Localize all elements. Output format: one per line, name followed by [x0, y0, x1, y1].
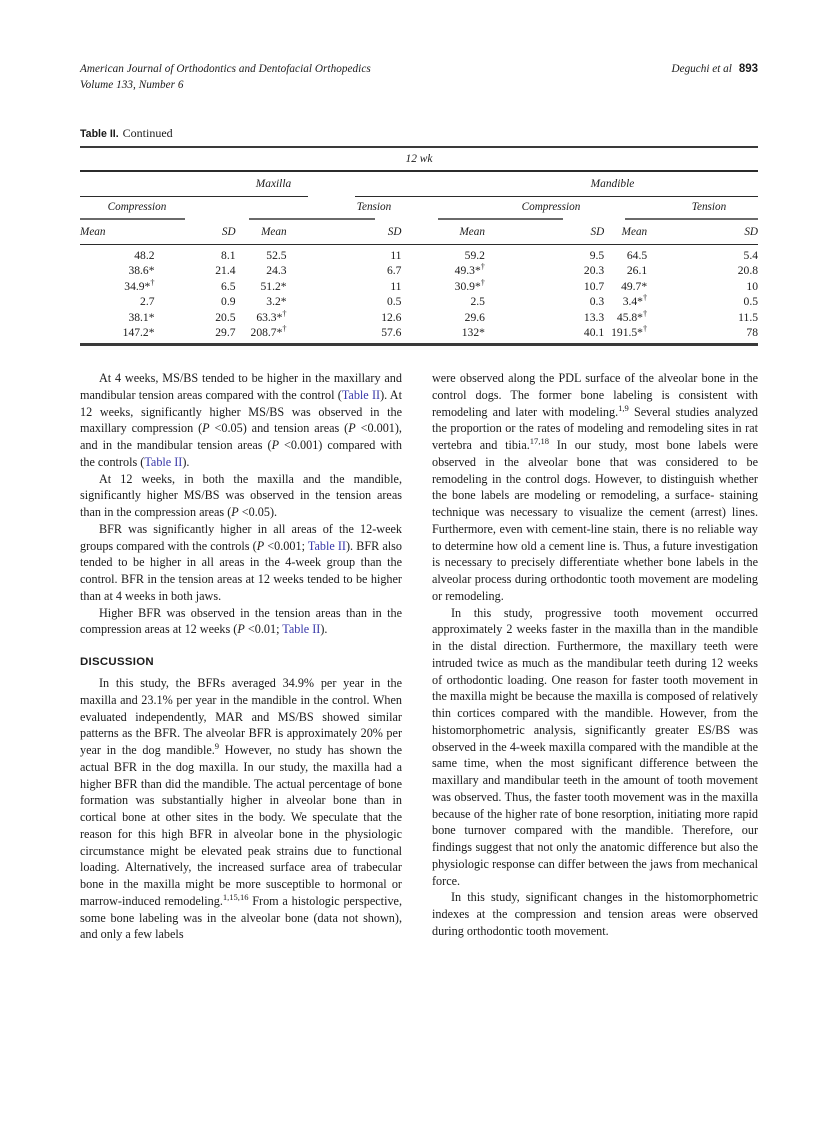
table-cell-maxilla-tension-mean: 208.7*†: [250, 324, 287, 339]
table-cell-mandible-compression-mean: 132*: [461, 325, 485, 339]
p4-seg-b: <0.01;: [244, 622, 283, 637]
table-cell-mandible-tension-mean: 45.8*†: [616, 308, 648, 324]
table-row: [80, 263, 758, 278]
table-caption: [80, 126, 758, 141]
p1-seg-b: ). At 12 weeks, significantly higher MS/BS was observed in the maxillary compression (: [80, 387, 402, 436]
table-cell-mandible-tension-mean: 49.7*: [621, 279, 648, 293]
dagger-marker: †: [642, 324, 648, 334]
table-cell-mandible-compression-sd: 40.1: [583, 325, 605, 339]
p2-seg-b: <0.05).: [238, 505, 278, 519]
table-continued-text: Continued: [122, 126, 173, 140]
p5-seg-a: In this study, the BFRs averaged 34.9% per year in the maxilla and 23.1% per year in the mandible in the control. When evaluated independently, MAR and MS/BS showed similar patterns as the BFR. The alveolar BFR is approximately 20% per year in the dog mandible.: [80, 676, 402, 757]
table-cell-mandible-compression-mean: 59.2: [464, 248, 485, 262]
p1-seg-e: <0.001) compared with the controls (: [80, 438, 403, 469]
site-group-maxilla-compression: Compression: [107, 200, 167, 213]
site-group-header-row: [80, 197, 758, 215]
paragraph-8: In this study, significant changes in the histomorphometric indexes at the compression and tension areas were observed during orthodontic tooth movement.: [432, 890, 758, 938]
jaw-group-header-row: [80, 172, 758, 192]
table-cell-maxilla-tension-mean: 51.2*: [260, 279, 287, 293]
table-cell-maxilla-tension-sd: 0.5: [386, 295, 402, 309]
table-cell-mandible-compression-mean: 49.3*†: [454, 262, 485, 278]
running-head-author-block: [672, 62, 758, 78]
p5-seg-c: From a histologic perspective, some bone labeling was in the alveolar bone (data not shown), and only a few labels: [80, 893, 402, 942]
table-cell-maxilla-compression-sd: 8.1: [221, 248, 236, 262]
paragraph-3: [80, 521, 402, 605]
table-label: Table II.: [80, 128, 119, 140]
dagger-marker: †: [642, 308, 648, 318]
paragraph-6: [432, 370, 758, 605]
table-ii-link-4[interactable]: Table II: [282, 622, 321, 637]
p1-italic-P-3: P: [271, 438, 280, 452]
table-row: [80, 310, 758, 325]
table-cell-maxilla-tension-mean: 3.2*: [266, 295, 287, 309]
table-cell-maxilla-compression-mean: 34.9*†: [124, 277, 155, 293]
table-cell-mandible-compression-sd: 0.3: [589, 295, 605, 309]
table-cell-gap: [401, 310, 440, 325]
p1-seg-c: <0.05) and tension areas (: [209, 421, 349, 436]
p6-seg-c: In our study, most bone labels were observed in the alveolar bone that was considered to be remodeling in the control dogs. However, to distinguish whether the bone labels are modeling or remodeling, a surface- staining technique was necessary to visualize the cement (arrest) lines. Furthermore, even with cement-line stain, there is no reliable way to determine how old a cement line is. Thus, a future investigation is necessary to precisely differentiate whether bone labels in the alveolar process during orthodontic tooth movement are modeling or remodeling.: [432, 438, 758, 603]
dagger-marker: †: [642, 293, 648, 303]
p4-seg-a: Higher BFR was observed in the tension areas than in the compression areas at 12 weeks (: [80, 605, 402, 637]
table-cell-gap: [401, 294, 440, 309]
table-cell-mandible-compression-sd: 20.3: [583, 264, 605, 278]
table-bottom-rule: [80, 343, 758, 345]
table-cell-mandible-tension-mean: 26.1: [626, 264, 648, 278]
col-header-sd-3: SD: [590, 225, 605, 238]
col-header-mean-4: Mean: [621, 225, 648, 238]
p3-seg-a: BFR was significantly higher in all areas of the 12-week groups compared with the controls (: [80, 521, 402, 553]
table-cell-mandible-compression-mean: 2.5: [470, 295, 485, 309]
table-cell-mandible-tension-mean: 3.4*†: [622, 293, 648, 309]
table-cell-maxilla-tension-mean: 24.3: [266, 264, 287, 278]
p1-seg-a: At 4 weeks, MS/BS tended to be higher in the maxillary and mandibular tension areas compared with the control (: [80, 371, 402, 402]
table-cell-maxilla-tension-sd: 11: [390, 279, 402, 293]
table-cell-maxilla-tension-mean: 63.3*†: [256, 308, 287, 324]
table-cell-mandible-compression-mean: 30.9*†: [454, 277, 485, 293]
table-ii-link-3[interactable]: Table II: [307, 538, 346, 553]
table-cell-maxilla-tension-sd: 6.7: [386, 264, 402, 278]
spacer-b: [440, 201, 482, 215]
p4-italic-P: P: [237, 622, 245, 637]
dagger-marker: †: [480, 277, 485, 287]
table-body: [80, 245, 758, 343]
table-cell-maxilla-compression-sd: 20.5: [215, 310, 236, 324]
left-text-column: [80, 370, 402, 943]
paragraph-5: [80, 675, 402, 943]
dagger-marker: †: [150, 277, 155, 287]
p4-seg-c: ).: [320, 622, 328, 637]
volume-issue: Volume 133, Number 6: [80, 78, 184, 91]
col-header-mean-2: Mean: [261, 225, 287, 238]
col-header-mean-3: Mean: [459, 225, 485, 238]
timepoint-header: 12 wk: [405, 153, 433, 166]
table-cell-gap: [401, 325, 440, 340]
body-columns: [80, 370, 758, 1070]
p1-italic-P-2: P: [348, 421, 356, 436]
table-cell-mandible-compression-sd: 13.3: [583, 310, 605, 324]
table-cell-gap: [401, 263, 440, 278]
p1-seg-d: <0.001), and in the mandibular tension areas (: [80, 421, 402, 452]
col-header-mean-1: Mean: [80, 225, 106, 238]
author-citation: Deguchi et al: [671, 63, 732, 75]
table-cell-mandible-tension-sd: 11.5: [738, 310, 759, 324]
reference-marker-1-9[interactable]: 1,9: [618, 402, 629, 413]
table-cell-maxilla-compression-mean: 38.6*: [128, 264, 155, 278]
table-ii-link-2[interactable]: Table II: [144, 454, 183, 469]
table-cell-mandible-tension-sd: 10: [746, 279, 759, 293]
spacer-c: [620, 201, 660, 215]
table-row: [80, 325, 758, 340]
col-header-sd-2: SD: [387, 225, 402, 238]
jaw-group-maxilla: Maxilla: [255, 177, 292, 190]
paragraph-4: [80, 605, 402, 639]
table-cell-mandible-tension-sd: 5.4: [743, 248, 759, 262]
dagger-marker: †: [282, 324, 287, 334]
table-cell-mandible-tension-sd: 78: [746, 325, 759, 339]
table-cell-mandible-tension-mean: 191.5*†: [611, 324, 648, 339]
table-cell-gap: [401, 279, 440, 294]
dagger-marker: †: [282, 308, 287, 318]
paragraph-2: [80, 471, 402, 521]
p1-italic-P-1: P: [202, 421, 210, 436]
table-block: [80, 126, 758, 346]
table-cell-mandible-tension-mean: 64.5: [626, 248, 648, 262]
table-cell-maxilla-compression-mean: 147.2*: [122, 325, 155, 339]
running-head: [80, 62, 758, 98]
jaw-group-mandible: Mandible: [590, 177, 635, 190]
p2-seg-a: At 12 weeks, in both the maxilla and the mandible, significantly higher MS/BS was observed in the tension areas than in the compression areas (: [80, 471, 402, 519]
table-cell-mandible-tension-sd: 0.5: [743, 295, 759, 309]
section-heading-discussion: DISCUSSION: [80, 656, 154, 668]
p1-seg-f: ).: [182, 454, 190, 469]
running-head-journal-block: [80, 62, 371, 93]
table-cell-maxilla-tension-sd: 12.6: [381, 310, 402, 324]
table-cell-maxilla-compression-sd: 29.7: [215, 325, 236, 339]
table-cell-maxilla-compression-mean: 2.7: [140, 295, 155, 309]
table-cell-mandible-compression-mean: 29.6: [464, 310, 485, 324]
p3-italic-P: P: [256, 538, 265, 553]
p3-seg-c: ). BFR also tended to be higher in all areas in the 4-week group than the control. BFR in the tension areas at 12 weeks tended to be higher than at 4 weeks in both jaws.: [80, 538, 403, 603]
table-cell-maxilla-tension-sd: 11: [390, 248, 402, 262]
table-cell-maxilla-compression-sd: 21.4: [215, 264, 236, 278]
table-cell-maxilla-compression-mean: 48.2: [134, 248, 155, 262]
table-ii-link-1[interactable]: Table II: [341, 387, 381, 402]
page-number: 893: [738, 63, 758, 75]
reference-marker-9[interactable]: 9: [214, 740, 220, 751]
site-group-mandible-tension: Tension: [691, 200, 727, 213]
table-cell-maxilla-tension-sd: 57.6: [381, 325, 402, 339]
dagger-marker: †: [480, 262, 485, 272]
col-header-sd-1: SD: [221, 225, 236, 238]
table-cell-mandible-compression-sd: 9.5: [589, 248, 605, 262]
right-text-column: [432, 370, 758, 940]
site-group-mandible-compression: Compression: [521, 200, 581, 213]
reference-marker-17-18[interactable]: 17,18: [529, 435, 549, 446]
table-cell-maxilla-tension-mean: 52.5: [266, 248, 287, 262]
paragraph-1: [80, 370, 402, 471]
journal-title: American Journal of Orthodontics and Dentofacial Orthopedics: [80, 63, 371, 75]
p5-seg-b: However, no study has shown the actual BFR in the dog maxilla. In our study, the maxilla had a higher BFR than did the mandible. The actual percentage of bone formation was substantially higher in alveolar bone than in cortical bone at other sites in the body. We speculate that the reason for this high BFR in alveolar bone in the physiologic circumstance might be elevated peak strains due to functional loading. Alternatively, the increased surface area of trabecular bone in the maxilla might be more susceptible to hormonal or marrow-induced remodeling.: [80, 743, 402, 908]
reference-marker-1-15-16[interactable]: 1,15,16: [222, 891, 249, 902]
column-header-row: [80, 220, 758, 244]
p2-italic-P: P: [231, 505, 239, 519]
p6-seg-a: were observed along the PDL surface of the alveolar bone in the control dogs. The former bone labeling is consistent with remodeling and later with modeling.: [432, 371, 758, 419]
p3-seg-b: <0.001;: [264, 538, 308, 553]
col-gap: [401, 223, 440, 241]
paragraph-7: In this study, progressive tooth movement occurred approximately 2 weeks faster in the maxilla than in the mandible in the distal direction. Furthermore, the maxillary teeth were intruded twice as much as the mandibular teeth during 12 weeks of orthodontic loading. One reason for faster tooth movement in the maxilla might be because the maxilla is composed of relatively thin cortices compared with the mandible. However, from the histomorphometric analysis, significantly greater ES/BS was observed in the 4-week maxilla compared with the mandible at the same time, when the most significant difference between the maxillary and mandibular teeth in the amount of tooth movement was observed. Thus, the faster tooth movement was in the maxilla because of the higher rate of bone resorption, initiating more rapid bone turnover compared with the mandible. Therefore, our findings suggest that not only the anatomic difference but also the physiologic response can differ between the jaws from mechanical force.: [432, 605, 758, 888]
site-group-maxilla-tension: Tension: [356, 200, 392, 213]
table-cell-maxilla-compression-sd: 0.9: [221, 295, 236, 309]
table-cell-maxilla-compression-sd: 6.5: [221, 279, 236, 293]
table-cell-gap: [401, 248, 440, 263]
table-cell-mandible-compression-sd: 10.7: [583, 279, 605, 293]
table-row: [80, 279, 758, 294]
table-row: [80, 248, 758, 263]
p6-seg-b: Several studies analyzed the proportion or the rates of modeling and remodeling sites in rat vertebra and tibia.: [432, 404, 758, 452]
table-cell-maxilla-compression-mean: 38.1*: [128, 310, 155, 324]
table-row: [80, 294, 758, 309]
col-header-sd-4: SD: [744, 225, 759, 238]
table-cell-mandible-tension-sd: 20.8: [737, 264, 759, 278]
data-table: [80, 146, 758, 346]
spacer-a: [194, 201, 308, 215]
